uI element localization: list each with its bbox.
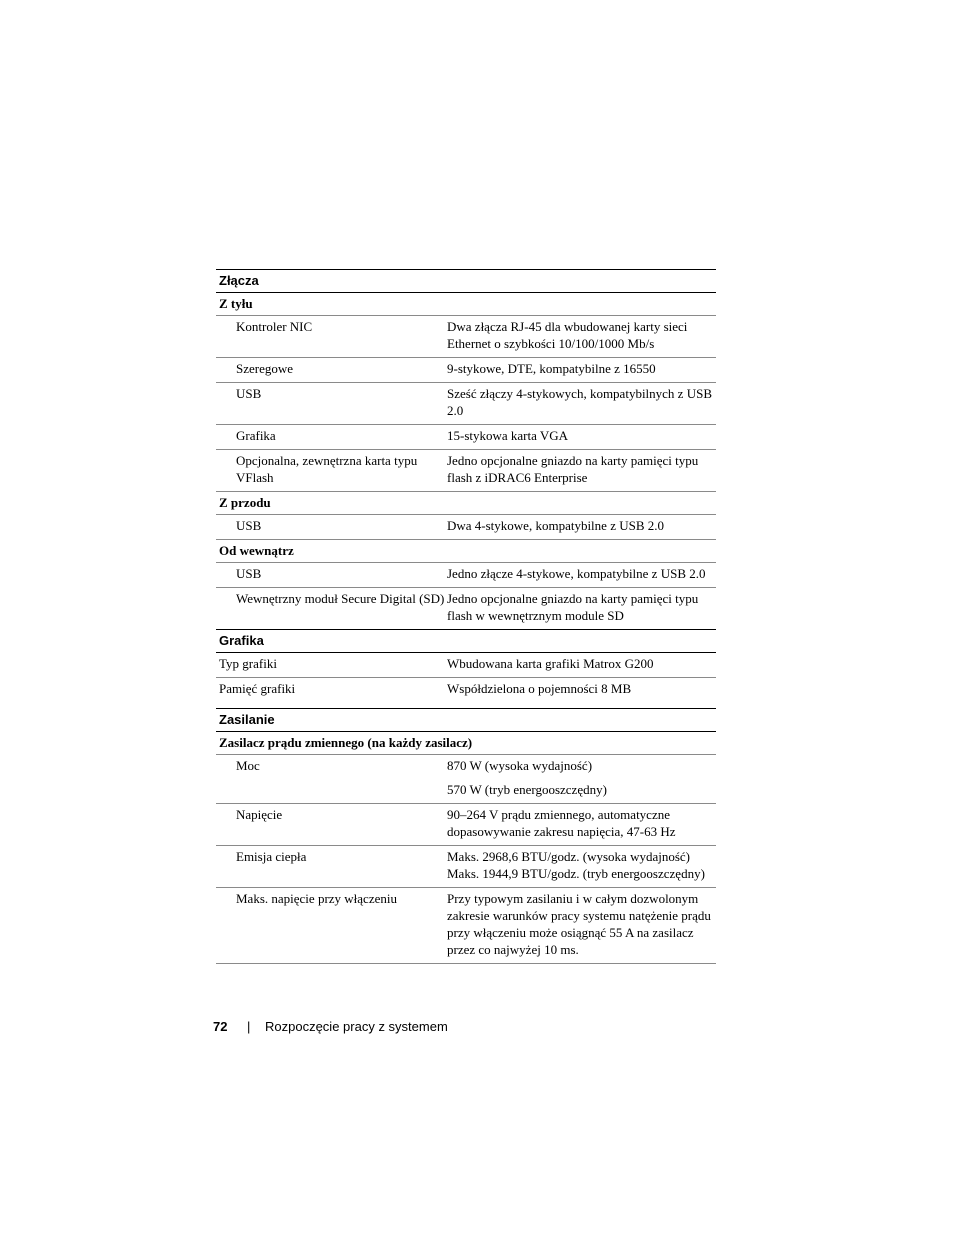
spec-label: Typ grafiki (219, 656, 277, 671)
spec-value: Współdzielona o pojemności 8 MB (447, 681, 632, 696)
spec-label: Pamięć grafiki (219, 681, 296, 696)
spec-value: Przy typowym zasilaniu i w całym dozwolonym zakresie warunków pracy systemu natężenie prądu przy włączeniu może osiągnąć 55 A na zasilacz przez co najwyżej 10 ms. (447, 891, 711, 957)
footer-title: Rozpoczęcie pracy z systemem (265, 1019, 448, 1034)
spec-row (216, 450, 716, 492)
spec-row (216, 653, 716, 678)
spec-label: Napięcie (236, 807, 283, 822)
spec-value-line: 870 W (wysoka wydajność) (447, 758, 593, 773)
spec-label: USB (236, 566, 262, 581)
spec-table (216, 269, 716, 964)
spec-row (216, 888, 716, 964)
spec-row (216, 425, 716, 450)
spec-label: USB (236, 386, 262, 401)
section-heading-connectors: Złącza (216, 269, 716, 293)
spec-label: Wewnętrzny moduł Secure Digital (SD) (236, 591, 445, 606)
spec-value: Dwa złącza RJ-45 dla wbudowanej karty sieci Ethernet o szybkości 10/100/1000 Mb/s (447, 319, 688, 351)
spec-value: Jedno opcjonalne gniazdo na karty pamięci typu flash z iDRAC6 Enterprise (447, 453, 699, 485)
spec-label: Grafika (236, 428, 276, 443)
subheading-internal: Od wewnątrz (216, 540, 716, 563)
section-heading-graphics: Grafika (216, 629, 716, 653)
page-number: 72 (213, 1019, 228, 1034)
spec-value (447, 757, 716, 798)
spec-label: Opcjonalna, zewnętrzna karta typu VFlash (236, 453, 418, 485)
section-heading-power: Zasilanie (216, 708, 716, 732)
spec-value: Wbudowana karta grafiki Matrox G200 (447, 656, 654, 671)
spec-value: Jedno złącze 4-stykowe, kompatybilne z USB 2.0 (447, 566, 706, 581)
spec-value-line: 570 W (tryb energooszczędny) (447, 782, 607, 797)
spec-row (216, 316, 716, 358)
subheading-ac-power-supply: Zasilacz prądu zmiennego (na każdy zasilacz) (216, 732, 716, 755)
spec-value: 90–264 V prądu zmiennego, automatyczne dopasowywanie zakresu napięcia, 47-63 Hz (447, 807, 676, 839)
spec-row (216, 755, 716, 804)
spec-row (216, 804, 716, 846)
spec-label: USB (236, 518, 262, 533)
spec-label: Szeregowe (236, 361, 294, 376)
spec-row (216, 563, 716, 588)
spec-row (216, 515, 716, 540)
spec-row (216, 588, 716, 629)
spec-label: Maks. napięcie przy włączeniu (236, 891, 397, 906)
subheading-front: Z przodu (216, 492, 716, 515)
spec-label: Emisja ciepła (236, 849, 307, 864)
spec-value: Maks. 2968,6 BTU/godz. (wysoka wydajność) Maks. 1944,9 BTU/godz. (tryb energooszczędny) (447, 849, 705, 881)
spec-row (216, 358, 716, 383)
footer-separator: | (247, 1019, 251, 1034)
spec-value: 9-stykowe, DTE, kompatybilne z 16550 (447, 361, 656, 376)
spec-value: 15-stykowa karta VGA (447, 428, 569, 443)
spec-row (216, 678, 716, 702)
spec-value: Dwa 4-stykowe, kompatybilne z USB 2.0 (447, 518, 665, 533)
spec-value: Jedno opcjonalne gniazdo na karty pamięci typu flash w wewnętrznym module SD (447, 591, 699, 623)
spec-row (216, 383, 716, 425)
spec-label: Moc (236, 758, 260, 773)
subheading-rear: Z tyłu (216, 293, 716, 316)
spec-value: Sześć złączy 4-stykowych, kompatybilnych z USB 2.0 (447, 386, 712, 418)
spec-label: Kontroler NIC (236, 319, 313, 334)
spec-row (216, 846, 716, 888)
